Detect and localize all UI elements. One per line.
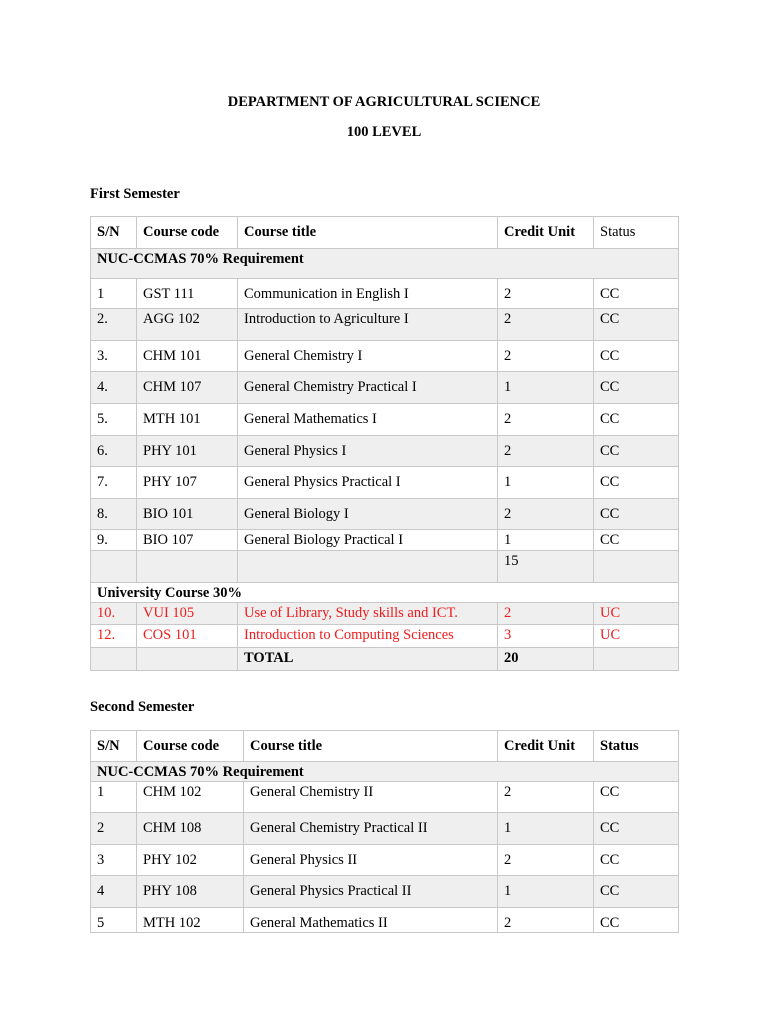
cell-credit-unit: 2 [498, 309, 594, 341]
cell-status: CC [594, 404, 679, 436]
cell-sn: 1 [91, 279, 137, 309]
table-row [91, 813, 679, 845]
cell-sn: 10. [91, 603, 137, 625]
cell-status: CC [594, 782, 679, 813]
cell-course-code: BIO 107 [137, 530, 238, 551]
cell-status: UC [594, 625, 679, 648]
subtotal-row [91, 551, 679, 583]
table-header-row [91, 217, 679, 249]
cell-sn: 2. [91, 309, 137, 341]
table-row [91, 530, 679, 551]
cell-credit-unit: 2 [498, 782, 594, 813]
cell-status: CC [594, 341, 679, 372]
table-row [91, 436, 679, 467]
cell-credit-unit: 2 [498, 341, 594, 372]
cell-course-title: General Biology Practical I [238, 530, 498, 551]
cell-sn: 7. [91, 467, 137, 499]
cell-course-title: General Chemistry Practical I [238, 372, 498, 404]
cell-credit-unit: 2 [498, 436, 594, 467]
cell-credit-unit: 2 [498, 908, 594, 933]
cell-credit-unit: 1 [498, 372, 594, 404]
cell-course-title: General Chemistry II [244, 782, 498, 813]
cell-total-value: 20 [498, 648, 594, 671]
cell-credit-unit: 2 [498, 603, 594, 625]
cell-sn: 8. [91, 499, 137, 530]
section-label-core: NUC-CCMAS 70% Requirement [91, 762, 679, 782]
cell-course-code: CHM 107 [137, 372, 238, 404]
cell-credit-unit: 2 [498, 404, 594, 436]
cell-course-code: PHY 107 [137, 467, 238, 499]
cell-status: CC [594, 279, 679, 309]
table-row [91, 845, 679, 876]
cell-status: CC [594, 436, 679, 467]
cell-course-title: General Biology I [238, 499, 498, 530]
header-sn: S/N [91, 731, 137, 762]
cell-status: UC [594, 603, 679, 625]
cell-credit-unit: 2 [498, 845, 594, 876]
cell-status: CC [594, 309, 679, 341]
second-semester-table [90, 730, 679, 933]
table-row [91, 341, 679, 372]
cell-status: CC [594, 908, 679, 933]
cell-course-code: COS 101 [137, 625, 238, 648]
cell-course-code: AGG 102 [137, 309, 238, 341]
section-label-core: NUC-CCMAS 70% Requirement [91, 249, 679, 279]
section-row-core [91, 249, 679, 279]
table-row [91, 467, 679, 499]
table-row [91, 499, 679, 530]
cell-sn: 5. [91, 404, 137, 436]
table-row [91, 279, 679, 309]
cell-course-title: General Physics Practical I [238, 467, 498, 499]
header-course-title: Course title [238, 217, 498, 249]
total-row [91, 648, 679, 671]
table-row [91, 782, 679, 813]
cell-sn: 2 [91, 813, 137, 845]
cell-credit-unit: 1 [498, 530, 594, 551]
cell-credit-unit: 1 [498, 876, 594, 908]
cell-total-label: TOTAL [238, 648, 498, 671]
cell-course-code: CHM 102 [137, 782, 244, 813]
cell-credit-unit: 3 [498, 625, 594, 648]
cell-course-code: BIO 101 [137, 499, 238, 530]
cell-course-title: General Mathematics I [238, 404, 498, 436]
cell-sn: 5 [91, 908, 137, 933]
cell-empty [137, 551, 238, 583]
table-row [91, 309, 679, 341]
cell-sn: 6. [91, 436, 137, 467]
cell-sn: 1 [91, 782, 137, 813]
cell-course-title: General Physics I [238, 436, 498, 467]
cell-sn: 4 [91, 876, 137, 908]
cell-credit-unit: 1 [498, 467, 594, 499]
header-course-code: Course code [137, 731, 244, 762]
table-row [91, 908, 679, 933]
header-credit-unit: Credit Unit [498, 731, 594, 762]
cell-status: CC [594, 813, 679, 845]
cell-course-code: PHY 108 [137, 876, 244, 908]
level-heading: 100 LEVEL [346, 124, 422, 140]
table-header-row [91, 731, 679, 762]
cell-credit-unit: 2 [498, 279, 594, 309]
cell-course-code: GST 111 [137, 279, 238, 309]
cell-course-code: PHY 101 [137, 436, 238, 467]
header-status: Status [594, 217, 679, 249]
section-row-university [91, 583, 679, 603]
cell-course-code: CHM 101 [137, 341, 238, 372]
department-title: DEPARTMENT OF AGRICULTURAL SCIENCE [227, 94, 541, 110]
table-row [91, 625, 679, 648]
cell-empty [238, 551, 498, 583]
cell-status: CC [594, 467, 679, 499]
cell-course-code: CHM 108 [137, 813, 244, 845]
cell-sn: 4. [91, 372, 137, 404]
cell-subtotal: 15 [498, 551, 594, 583]
cell-status: CC [594, 845, 679, 876]
header-sn: S/N [91, 217, 137, 249]
table-row [91, 603, 679, 625]
cell-course-title: Communication in English I [238, 279, 498, 309]
cell-course-code: MTH 102 [137, 908, 244, 933]
cell-course-title: General Physics Practical II [244, 876, 498, 908]
cell-empty [91, 551, 137, 583]
cell-status: CC [594, 499, 679, 530]
cell-course-code: MTH 101 [137, 404, 238, 436]
cell-empty [137, 648, 238, 671]
cell-empty [594, 551, 679, 583]
header-credit-unit: Credit Unit [498, 217, 594, 249]
cell-course-code: PHY 102 [137, 845, 244, 876]
cell-course-title: Introduction to Agriculture I [238, 309, 498, 341]
first-semester-heading: First Semester [90, 186, 180, 202]
table-row [91, 372, 679, 404]
cell-course-title: Use of Library, Study skills and ICT. [238, 603, 498, 625]
cell-empty [91, 648, 137, 671]
cell-status: CC [594, 876, 679, 908]
cell-credit-unit: 1 [498, 813, 594, 845]
header-course-code: Course code [137, 217, 238, 249]
cell-course-code: VUI 105 [137, 603, 238, 625]
cell-course-title: General Mathematics II [244, 908, 498, 933]
cell-course-title: Introduction to Computing Sciences [238, 625, 498, 648]
header-course-title: Course title [244, 731, 498, 762]
cell-sn: 3. [91, 341, 137, 372]
cell-sn: 12. [91, 625, 137, 648]
cell-status: CC [594, 530, 679, 551]
cell-credit-unit: 2 [498, 499, 594, 530]
section-row-core [91, 762, 679, 782]
cell-empty [594, 648, 679, 671]
cell-sn: 3 [91, 845, 137, 876]
first-semester-table [90, 216, 679, 671]
cell-sn: 9. [91, 530, 137, 551]
table-row [91, 404, 679, 436]
cell-course-title: General Physics II [244, 845, 498, 876]
cell-course-title: General Chemistry I [238, 341, 498, 372]
section-label-university: University Course 30% [91, 583, 679, 603]
second-semester-heading: Second Semester [90, 699, 195, 715]
cell-course-title: General Chemistry Practical II [244, 813, 498, 845]
header-status: Status [594, 731, 679, 762]
cell-status: CC [594, 372, 679, 404]
table-row [91, 876, 679, 908]
